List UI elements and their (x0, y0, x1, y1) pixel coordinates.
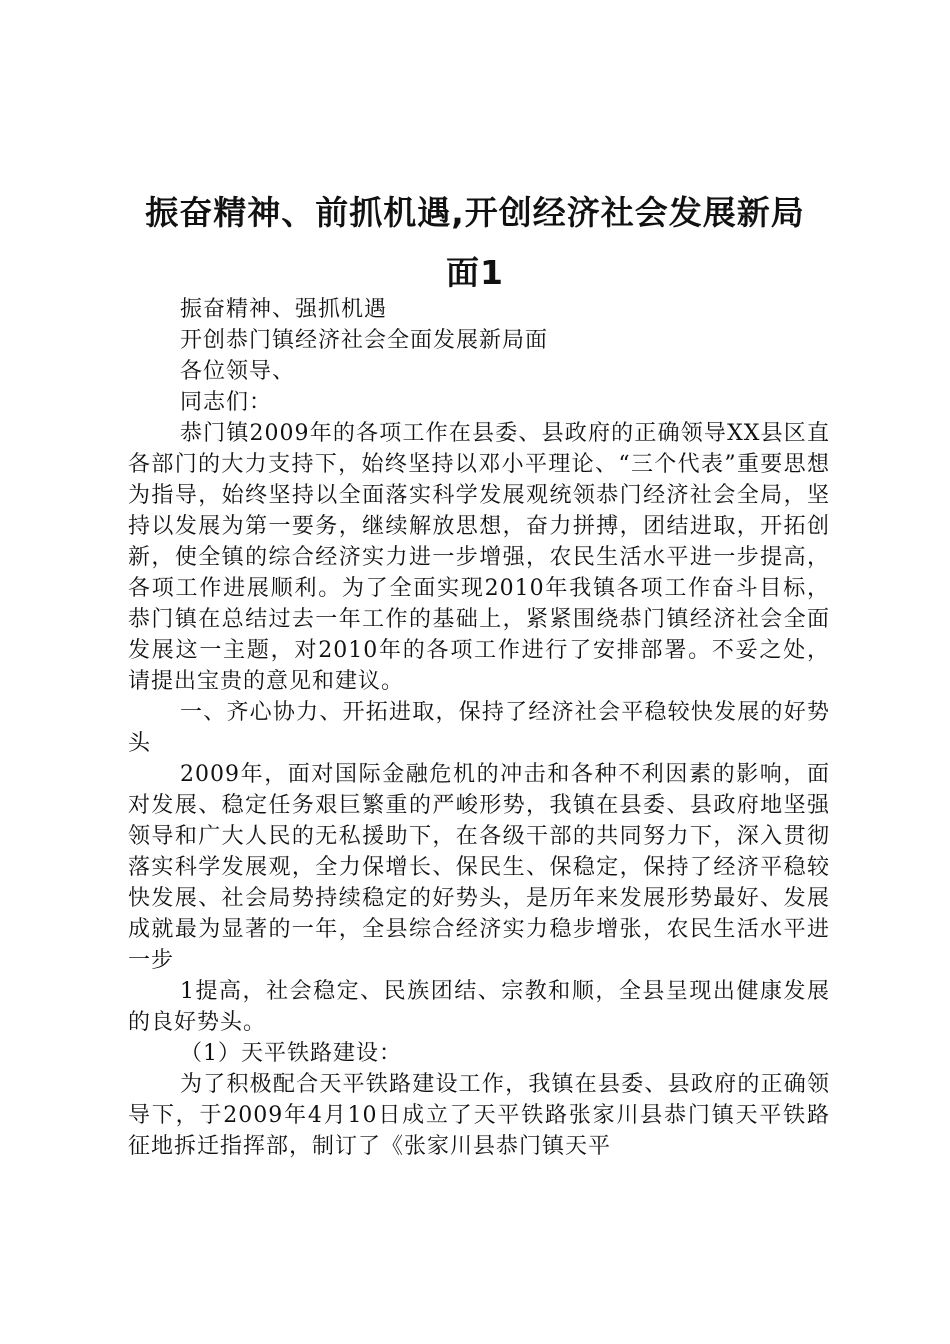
subheading-1: （1）天平铁路建设： (180, 1041, 402, 1066)
paragraph-4: 为了积极配合天平铁路建设工作，我镇在县委、县政府的正确领导下，于2009年4月10日成立了天平铁路张家川县恭门镇天平铁路征地拆迁指挥部，制订了《张家川县恭门镇天平 (128, 1072, 830, 1159)
greeting-1: 各位领导、 (180, 359, 296, 384)
document-title (125, 183, 825, 303)
paragraph-3: 1提高，社会稳定、民族团结、宗教和顺，全县呈现出健康发展的良好势头。 (128, 979, 830, 1035)
document-body (128, 294, 830, 1162)
paragraph-1: 恭门镇2009年的各项工作在县委、县政府的正确领导XX县区直各部门的大力支持下，始终坚持以邓小平理论、“三个代表”重要思想为指导，始终坚持以全面落实科学发展观统领恭门经济社会全局，坚持以发展为第一要务，继续解放思想，奋力拼搏，团结进取，开拓创新，使全镇的综合经济实力进一步增强，农民生活水平进一步提高，各项工作进展顺利。为了全面实现2010年我镇各项工作奋斗目标，恭门镇在总结过去一年工作的基础上，紧紧围绕恭门镇经济社会全面发展这一主题，对2010年的各项工作进行了安排部署。不妥之处，请提出宝贵的意见和建议。 (128, 421, 830, 694)
heading-1: 一、齐心协力、开拓进取，保持了经济社会平稳较快发展的好势头 (128, 700, 830, 756)
title-line-1: 振奋精神、前抓机遇,开创经济社会发展新局 (145, 193, 805, 232)
title-line-2: 面1 (446, 253, 504, 292)
subtitle-2: 开创恭门镇经济社会全面发展新局面 (180, 328, 549, 353)
paragraph-2: 2009年，面对国际金融危机的冲击和各种不利因素的影响，面对发展、稳定任务艰巨繁重的严峻形势，我镇在县委、县政府地坚强领导和广大人民的无私援助下，在各级干部的共同努力下，深入贯彻落实科学发展观，全力保增长、保民生、保稳定，保持了经济平稳较快发展、社会局势持续稳定的好势头，是历年来发展形势最好、发展成就最为显著的一年，全县综合经济实力稳步增张，农民生活水平进一步 (128, 762, 830, 973)
greeting-2: 同志们： (180, 390, 273, 415)
subtitle-1: 振奋精神、强抓机遇 (180, 297, 388, 322)
